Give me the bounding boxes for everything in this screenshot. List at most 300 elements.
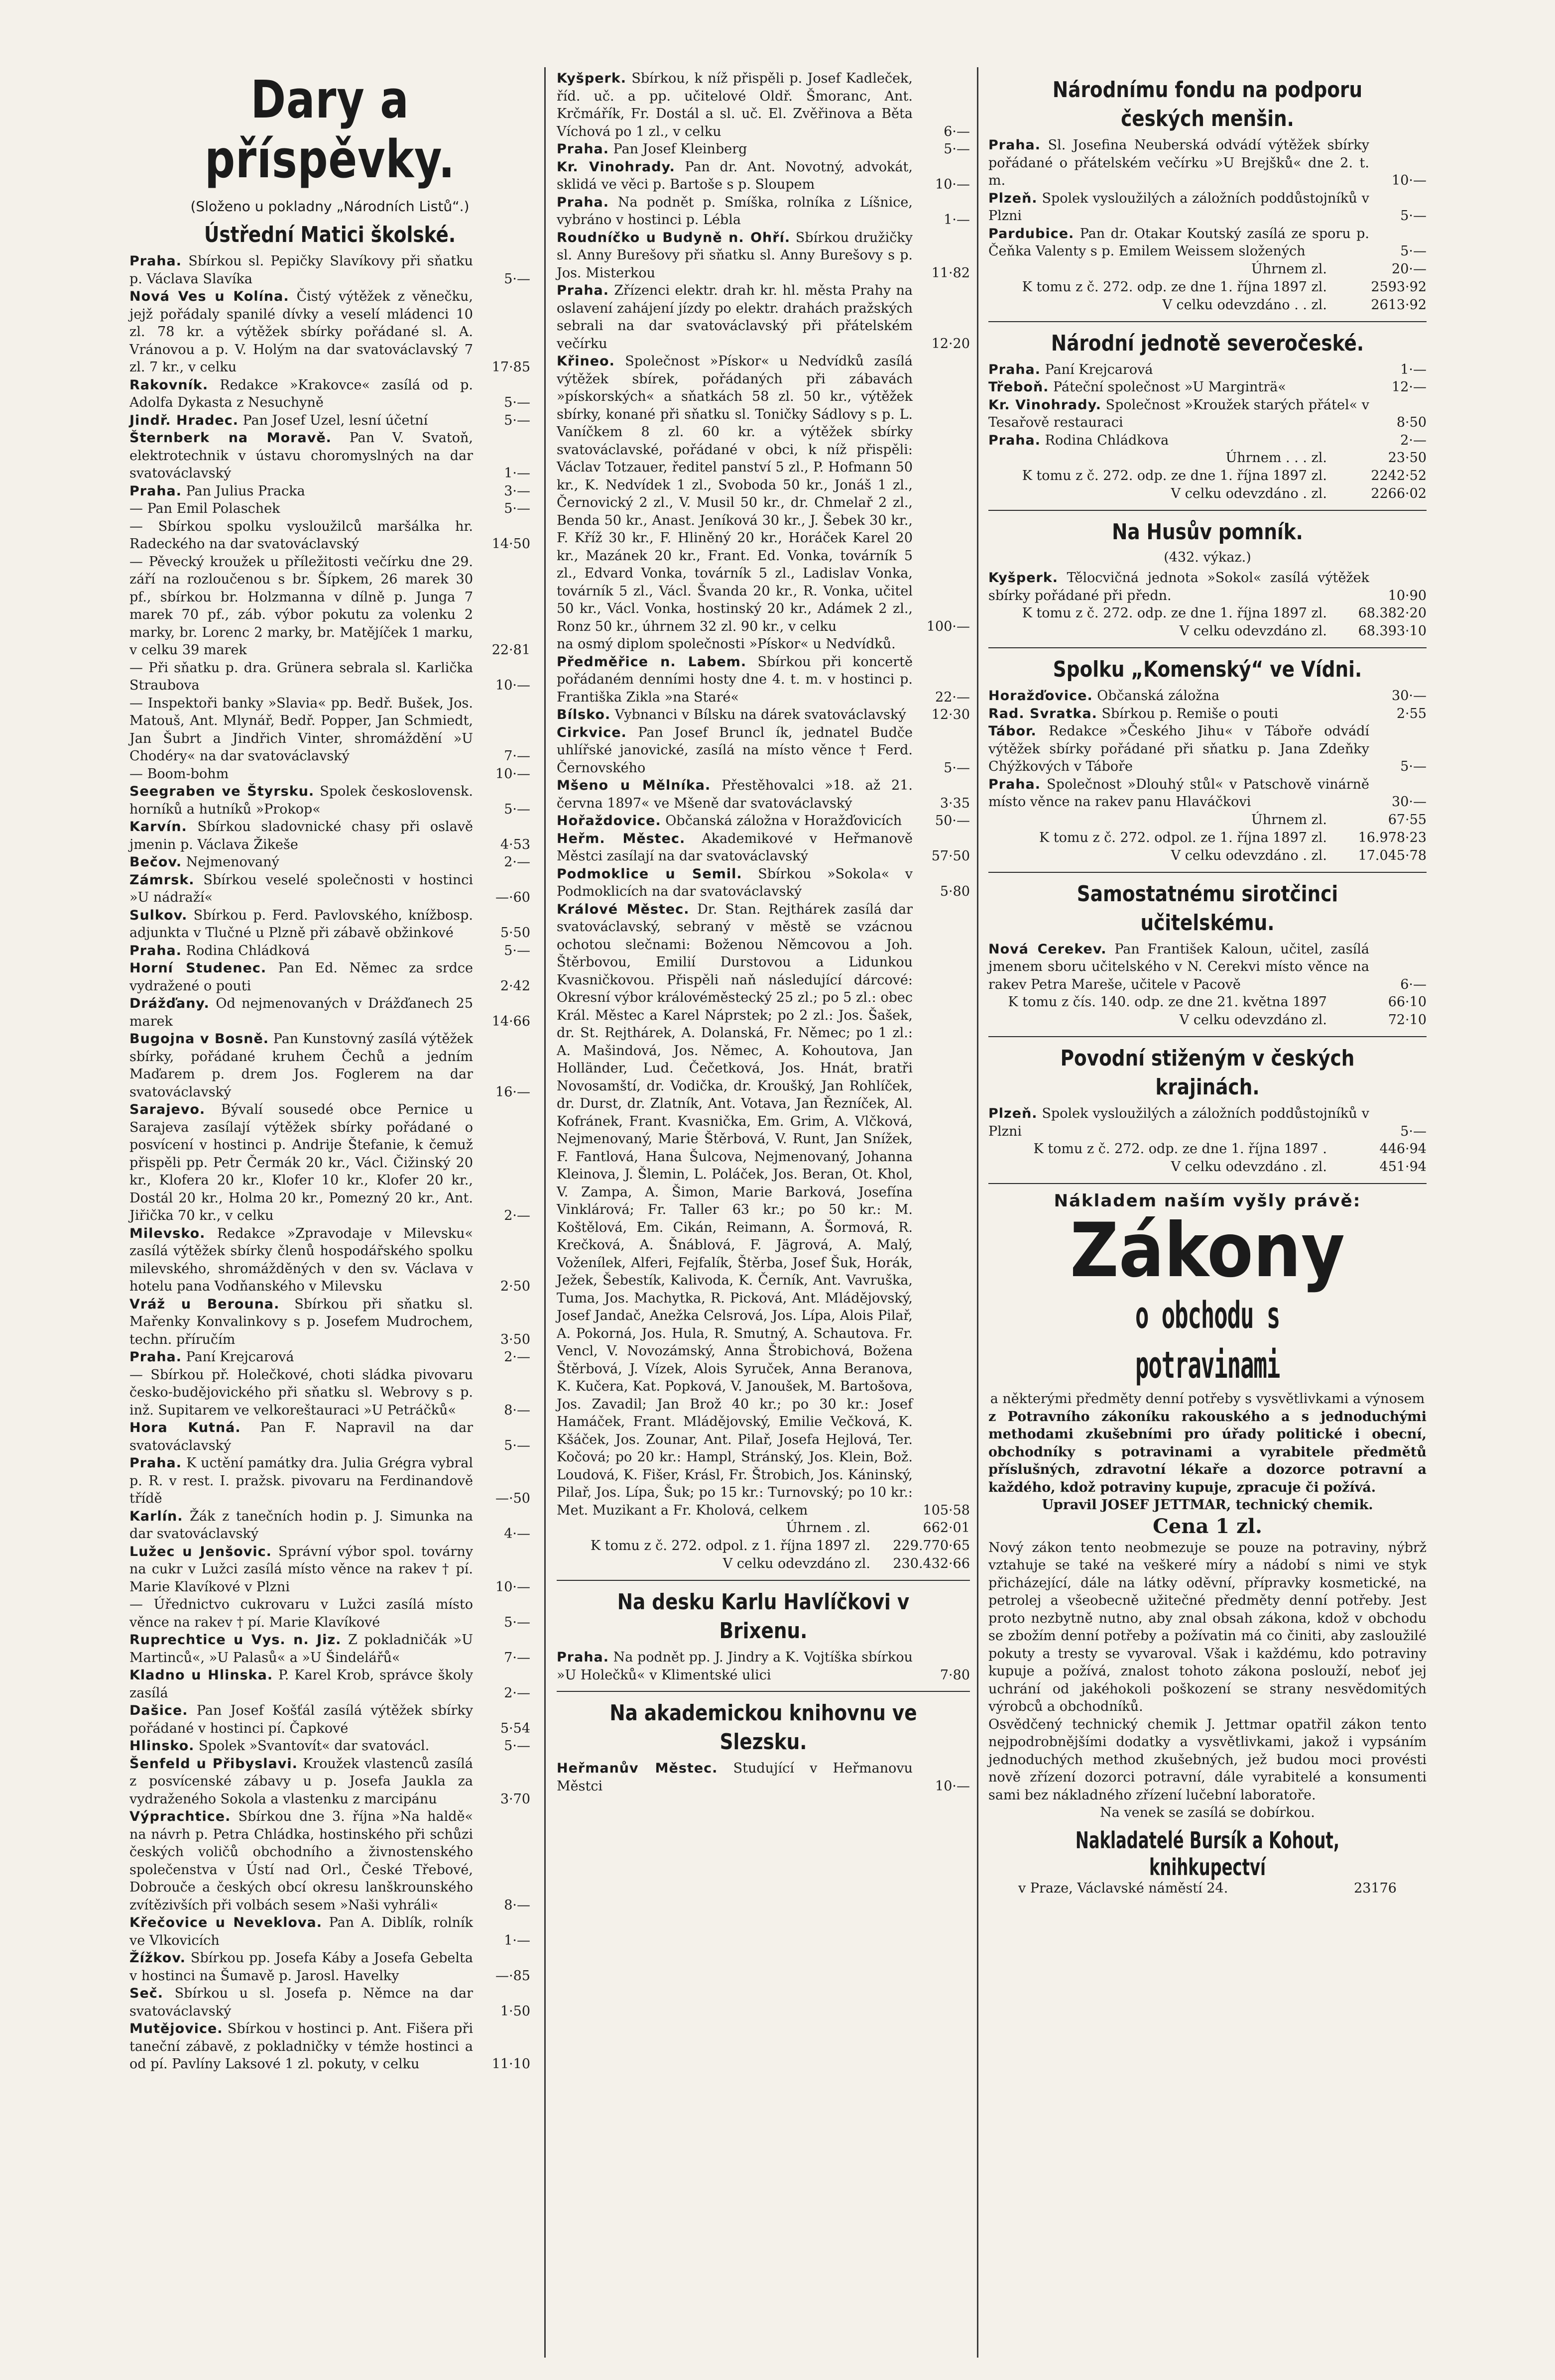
donation-entry	[557, 777, 970, 812]
sum-line	[988, 993, 1427, 1011]
entry-text: Zřízenci elektr. drah kr. hl. města Prahy na oslavení zahájení jízdy po elektr. drahách pražských sebrali na dar svatováclavský při přátelském večírku	[557, 283, 913, 352]
sum-value: 230.432·66	[893, 1556, 970, 1571]
entry-place: Praha.	[988, 432, 1041, 448]
sum-value: 2242·52	[1371, 468, 1427, 483]
sum-label: V celku odevzdáno . zl.	[1171, 486, 1327, 501]
section-separator	[988, 872, 1427, 873]
entry-text: Sbírkou při koncertě pořádaném denními hosty dne 4. t. m. v hostinci p. Františka Zikla »na Staré«	[557, 654, 913, 705]
entry-text: Sbírkou sladovnické chasy při oslavě jmenin p. Václava Žikeše	[129, 819, 473, 852]
entry-place: Kyšperk.	[557, 71, 627, 86]
entry-place: Praha.	[988, 776, 1041, 792]
entry-amount: 2·—	[504, 1685, 530, 1701]
entry-place: Plzeň.	[988, 190, 1038, 206]
entry-text: Sbírkou p. Ferd. Pavlovského, knížbosp. adjunkta v Tlučné u Plzně při zábavě obžinkové	[129, 907, 473, 941]
entry-amount: 5·—	[1400, 759, 1427, 774]
entry-amount: 105·58	[923, 1502, 970, 1518]
sum-value: 16.978·23	[1358, 830, 1427, 845]
entry-text: — Boom-bohm	[129, 766, 229, 782]
entry-place: Mutějovice.	[129, 2021, 223, 2036]
sum-line	[557, 1555, 970, 1573]
entry-place: Kr. Vinohrady.	[557, 159, 675, 175]
donation-entry	[129, 1631, 530, 1666]
entry-text: Spolek vysloužilých a záložních poddůstojníků v Plzni	[988, 1106, 1369, 1139]
entry-amount: 10·—	[495, 1579, 530, 1595]
donation-entry	[129, 500, 530, 518]
sum-label: V celku odevzdáno zl.	[1179, 1012, 1327, 1028]
entry-place: Vráž u Berouna.	[129, 1296, 280, 1312]
donation-entry	[988, 722, 1427, 776]
entry-text: Sbírkou v hostinci p. Ant. Fišera při taneční zábavě, z pokladničky v témže hostinci a od pí. Pavlíny Laksové 1 zl. pokuty, v celku	[129, 2021, 473, 2072]
sum-line	[988, 847, 1427, 865]
entry-text: Z pokladničák »U Martinců«, »U Palasů« a »U Šindelářů«	[129, 1632, 473, 1666]
donation-entry	[129, 942, 530, 960]
entry-place: Zámrsk.	[129, 872, 195, 888]
entry-place: Jindř. Hradec.	[129, 412, 239, 428]
donation-entry	[988, 136, 1427, 190]
entry-amount: 3·50	[500, 1331, 530, 1347]
entry-text: Občanská záložna v Horažďovicích	[665, 813, 902, 829]
entry-text: Společnost »Kroužek starých přátel« v Tesařově restauraci	[988, 397, 1369, 430]
donation-entry	[129, 1808, 530, 1914]
donation-entry	[129, 1454, 530, 1508]
donation-entry	[129, 1543, 530, 1596]
entry-place: Praha.	[557, 194, 609, 210]
donation-entry	[129, 1666, 530, 1702]
sum-label: Úhrnem zl.	[1251, 261, 1327, 277]
entry-amount: 5·—	[1400, 243, 1427, 259]
donation-entry	[557, 706, 970, 724]
entry-text: Sbírkou p. Remiše o pouti	[1101, 706, 1279, 721]
sum-line	[988, 467, 1427, 485]
section-heading: Povodní stiženým v českých krajinách.	[1060, 1046, 1355, 1100]
entry-place: Výprachtice.	[129, 1809, 231, 1824]
entry-amount: 5·—	[504, 412, 530, 428]
entry-text: Společnost »Dlouhý stůl« v Patschově vinárně místo věnce na rakev panu Hlaváčkovi	[988, 776, 1369, 810]
entry-place: Šenfeld u Přibyslavi.	[129, 1756, 298, 1772]
donation-entry	[129, 376, 530, 412]
entry-text: na osmý diplom společnosti »Pískor« u Nedvídků.	[557, 636, 896, 652]
entry-amount: 14·66	[491, 1013, 530, 1029]
donation-entry	[988, 225, 1427, 260]
donation-entry	[129, 482, 530, 500]
entry-amount: 8·50	[1396, 415, 1427, 430]
donation-entry	[129, 1225, 530, 1296]
entry-text: Pan Josef Košťál zasílá výtěžek sbírky pořádané v hostinci pí. Čapkové	[129, 1703, 473, 1736]
entry-place: Heřm. Městec.	[557, 831, 686, 846]
entry-text: — Sbírkou spolku vysloužilců maršálka hr. Radeckého na dar svatováclavský	[129, 518, 473, 552]
ad-address-row	[988, 1881, 1427, 1896]
entry-place: Praha.	[129, 483, 182, 499]
donation-entry	[129, 783, 530, 818]
entry-text: Sbírkou u sl. Josefa p. Němce na dar svatováclavský	[129, 1986, 473, 2019]
entry-place: Křineo.	[557, 354, 615, 369]
entry-amount: 5·—	[504, 501, 530, 516]
entry-amount: 12·20	[931, 336, 970, 352]
section-heading: Národnímu fondu na podporu českých menšin.	[1052, 77, 1363, 131]
sum-line	[988, 278, 1427, 296]
entry-amount: 10·—	[495, 766, 530, 782]
donation-entry	[557, 1760, 970, 1795]
entry-place: Hořaždovice.	[557, 813, 661, 829]
entry-text: Pan F. Napravil na dar svatováclavský	[129, 1420, 473, 1453]
entry-place: Karlín.	[129, 1508, 183, 1524]
donation-entry	[988, 361, 1427, 379]
donation-entry	[129, 288, 530, 376]
donation-entry	[988, 1105, 1427, 1140]
donation-entry	[557, 70, 970, 140]
entry-place: Karvín.	[129, 819, 187, 834]
entry-place: Lužec u Jenšovic.	[129, 1544, 272, 1559]
sum-label: V celku odevzdáno . zl.	[1171, 847, 1327, 863]
ad-title-zakony: Zákony	[1070, 1207, 1345, 1294]
donation-entry	[129, 1949, 530, 1985]
entry-text: Spolek »Svantovít« dar svatovácl.	[199, 1738, 430, 1754]
entry-place: Hlinsko.	[129, 1738, 195, 1754]
entry-text: Rodina Chládkova	[1045, 432, 1169, 448]
entry-text: Sbírkou družičky sl. Anny Burešovy při sňatku sl. Anny Burešovy s p. Jos. Misterkou	[557, 230, 913, 281]
ad-body: Nový zákon tento neobmezuje se pouze na potraviny, nýbrž vztahuje se také na veškeré míry a nádobí s nimi ve styk přicházející, dále na látky oděvní, přípravky kosmetické, na petrolej a všeobecně užitečné předměty denní potřeby. Jest proto nezbytně nutno, aby znal obsah zákona, kdož v obchodu se zbožím denní potřeby a požívatin má co činiti, aby zasloužilé pokuty a tresty se vyvaroval. Však i každému, kdo potraviny kupuje a požívá, znalost tohoto zákona poslouží, neboť jej uchrání od jakéhokoli poškození se strany nesvědomitých výrobců a obchodníků.	[988, 1540, 1427, 1714]
entry-amount: 3·—	[504, 483, 530, 499]
donation-entry	[988, 941, 1427, 994]
sum-line	[988, 604, 1427, 622]
entry-place: Křečovice u Neveklova.	[129, 1915, 323, 1930]
entry-amount: 3·35	[940, 795, 970, 811]
ad-separator	[988, 1183, 1427, 1184]
sum-line	[988, 260, 1427, 278]
entry-place: Drážďany.	[129, 996, 210, 1011]
entry-amount: 50·—	[935, 813, 970, 829]
entry-amount: 16·—	[495, 1084, 530, 1100]
donation-entry	[129, 1737, 530, 1755]
section-heading: Spolku „Komenský“ ve Vídni.	[1053, 657, 1362, 682]
sum-line	[557, 1519, 970, 1537]
entry-amount: 57·50	[931, 848, 970, 864]
entry-text: Bývalí sousedé obce Pernice u Sarajeva zasílají výtěžek sbírky pořádané o posvícení v hostinci p. Andrije Štefanie, k čemuž přispěli pp. Petr Čermák 20 kr., Václ. Čižinský 20 kr., Klofera 20 kr., Klofer 10 kr., Klofer 20 kr., Dostál 20 kr., Holma 20 kr., Pomezný 20 kr., Ant. Jiřička 70 kr., v celku	[129, 1102, 473, 1223]
donation-entry	[129, 995, 530, 1030]
sum-value: 72·10	[1388, 1012, 1427, 1028]
sum-line	[988, 829, 1427, 847]
entry-place: Praha.	[988, 137, 1041, 153]
sum-line	[988, 1011, 1427, 1029]
sum-line	[988, 449, 1427, 467]
entry-text: — Pěvecký kroužek u příležitosti večírku dne 29. září na rozloučenou s br. Šípkem, 26 marek 30 pf., sbírkou br. Holzmanna v dílně p. Junga 7 marek 70 pf., záb. výbor pokutu za volenku 2 marky, br. Lorenc 2 marky, br. Matějíček 1 marku, v celku 39 marek	[129, 554, 473, 658]
entry-text: Sbírkou veselé společnosti v hostinci »U nádraží«	[129, 872, 473, 905]
entry-text: Od nejmenovaných v Drážďanech 25 marek	[129, 996, 473, 1029]
entry-place: Milevsko.	[129, 1225, 206, 1241]
donation-entry	[557, 865, 970, 901]
donation-entry	[129, 1030, 530, 1101]
entry-place: Ruprechtice u Vys. n. Jiz.	[129, 1632, 342, 1648]
entry-place: Seegraben ve Štyrsku.	[129, 784, 315, 799]
entry-place: Bílsko.	[557, 707, 611, 722]
donation-entry	[129, 1101, 530, 1225]
entry-text: Paní Krejcarová	[1045, 361, 1153, 377]
section-heading: Ústřední Matici školské.	[204, 222, 456, 247]
donation-entry	[129, 1348, 530, 1366]
entry-text: Redakce »Českého Jihu« v Táboře odvádí výtěžek sbírky pořádané při sňatku p. Jana Zdeňky Chýžkových v Táboře	[988, 723, 1370, 774]
section-heading: Na Husův pomník.	[1112, 519, 1303, 545]
entry-amount: 2·50	[500, 1279, 530, 1294]
sum-value: 67·55	[1388, 812, 1427, 828]
section-separator	[557, 1580, 970, 1581]
entry-amount: 10·—	[1392, 173, 1427, 188]
entry-amount: 22·81	[491, 642, 530, 658]
donation-entry	[988, 378, 1427, 396]
donation-entry	[557, 635, 970, 653]
entry-text: Pan dr. Ant. Novotný, advokát, sklidá ve věci p. Bartoše s p. Sloupem	[557, 159, 913, 192]
entry-amount: 6·—	[944, 123, 970, 139]
entry-text: Společnost »Pískor« u Nedvídků zasílá výtěžek sbírek, pořádaných při zábavách »pískorských« a sňatkách 58 zl. 50 kr., výtěžek sbírky, konané při sňatku sl. Toničky Sádlovy s p. L. Vaníčkem 8 zl. 60 kr. a výtěžek sbírky svatováclavské, pořádané v obci, k níž přispěli: Václav Totzauer, ředitel panství 5 zl., P. Hofmann 50 kr., K. Nedvídek 1 zl., Svoboda 50 kr., Jonáš 1 zl., Černovický 2 zl., V. Musil 50 kr., dr. Chmelař 2 zl., Benda 50 kr., Anast. Jeníková 30 kr., J. Šebek 30 kr., F. Kříž 30 kr., F. Hliněný 20 kr., Horáček Karel 20 kr., Mazánek 20 kr., Frant. Ed. Vonka, továrník 5 zl., Edvard Vonka, továrník 5 zl., Ladislav Vonka, továrník 5 zl., Václ. Švanda 20 kr., R. Vonka, učitel 50 kr., Václ. Vonka, hostinský 20 kr., Adámek 2 zl., Ronz 50 kr., úhrnem 32 zl. 90 kr., v celku	[557, 354, 913, 634]
donation-entry	[129, 1419, 530, 1454]
entry-text: Sbírkou při sňatku sl. Mařenky Konvalinkovy s p. Josefem Mudrochem, techn. příručím	[129, 1296, 473, 1347]
entry-amount: 12·30	[931, 707, 970, 722]
entry-amount: 1·—	[1400, 361, 1427, 377]
entry-text: Sbírkou pp. Josefa Káby a Josefa Gebelta v hostinci na Šumavě p. Jarosl. Havelky	[129, 1950, 473, 1984]
section-separator	[988, 510, 1427, 511]
entry-amount: 2·—	[504, 1349, 530, 1365]
sum-label: V celku odevzdáno . zl.	[1171, 1159, 1327, 1175]
page-title: Dary a příspěvky.	[205, 69, 455, 190]
sum-line	[557, 1537, 970, 1555]
entry-text: Pan Josef Uzel, lesní účetní	[242, 412, 428, 428]
entry-amount: 8·—	[504, 1897, 530, 1913]
entry-amount: 1·—	[504, 466, 530, 481]
section-separator	[988, 647, 1427, 648]
entry-text: — Při sňatku p. dra. Grünera sebrala sl. Karlička Straubova	[129, 660, 473, 693]
entry-amount: —·85	[495, 1968, 530, 1984]
entry-text: Pan František Kaloun, učitel, zasílá jmenem sboru učitelského v N. Cerekvi místo věnce na rakev Petra Mareše, učitele v Pacově	[988, 941, 1369, 992]
donation-entry	[557, 140, 970, 158]
sum-value: 17.045·78	[1358, 847, 1427, 863]
entry-place: Horní Studenec.	[129, 960, 267, 976]
donation-entry	[988, 776, 1427, 811]
entry-amount: 5·50	[500, 925, 530, 941]
donation-entry	[557, 158, 970, 194]
entry-amount: 5·80	[940, 884, 970, 899]
entry-amount: 22·—	[935, 689, 970, 705]
entry-text: Redakce »Zpravodaje v Milevsku« zasílá výtěžek sbírky členů hospodářského spolku milevského, shromážděných v den sv. Václava v hotelu pana Vodňanského v Milevsku	[129, 1225, 473, 1294]
entry-text: Na podnět pp. J. Jindry a K. Vojtíška sbírkou »U Holečků« v Klimentské ulici	[557, 1650, 913, 1683]
entry-place: Heřmanův Městec.	[557, 1761, 718, 1776]
donation-entry	[129, 1508, 530, 1543]
sum-label: K tomu z č. 272. odp. ze dne 1. října 1897 .	[1033, 1141, 1327, 1157]
ad-description: z Potravního zákoníku rakouského a s jednoduchými methodami zkušebními pro úřady politické i obecní, obchodníky s potravinami a vyrabitele předmětů příslušných, zdravotní lékaře a dozorce potravní a každého, kdož potraviny kupuje, zpracuje či požívá.	[988, 1409, 1427, 1495]
column-2	[557, 70, 970, 1795]
entry-amount: 5·—	[944, 141, 970, 157]
sum-value: 229.770·65	[893, 1538, 970, 1553]
sum-label: K tomu z čís. 140. odp. ze dne 21. května 1897	[1008, 994, 1327, 1010]
sum-value: 662·01	[923, 1520, 970, 1536]
ad-subtitle: a některými předměty denní potřeby s vysvětlivkami a výnosem	[990, 1391, 1425, 1407]
donation-entry	[129, 553, 530, 659]
donation-entry	[557, 830, 970, 865]
entry-place: Tábor.	[988, 723, 1037, 739]
entry-amount: 1·50	[500, 2003, 530, 2019]
donation-entry	[557, 282, 970, 353]
entry-text: — Inspektoři banky »Slavia« pp. Bedř. Bušek, Jos. Matouš, Ant. Mlynář, Bedř. Popper, Jan Schmiedt, Jan Šubrt a Jindřich Vinter, shromáždění »U Chodéry« na dar svatováclavský	[129, 695, 473, 764]
entry-place: Plzeň.	[988, 1106, 1038, 1121]
donation-entry	[129, 1366, 530, 1420]
entry-amount: 7·80	[940, 1667, 970, 1683]
entry-place: Praha.	[557, 283, 609, 298]
donation-entry	[557, 229, 970, 282]
entry-place: Nová Ves u Kolína.	[129, 289, 289, 304]
section-heading: Samostatnému sirotčinci učitelskému.	[1077, 881, 1338, 936]
donation-entry	[557, 653, 970, 707]
entry-place: Praha.	[557, 1650, 609, 1665]
entry-amount: 4·—	[504, 1526, 530, 1542]
entry-place: Pardubice.	[988, 226, 1075, 241]
ad-publisher: Nakladatelé Bursík a Kohout, knihkupectví	[1075, 1826, 1340, 1881]
entry-place: Cirkvice.	[557, 724, 627, 740]
entry-text: Sbírkou sl. Pepičky Slavíkovy při sňatku p. Václava Slavíka	[129, 253, 473, 287]
donation-entry	[129, 1596, 530, 1631]
entry-place: Hora Kutná.	[129, 1420, 241, 1435]
donation-entry	[557, 353, 970, 635]
entry-place: Praha.	[129, 1349, 182, 1365]
sum-line	[988, 485, 1427, 503]
entry-place: Seč.	[129, 1986, 164, 2001]
sum-label: Úhrnem . . . zl.	[1225, 450, 1327, 466]
entry-amount: 5·—	[504, 1738, 530, 1754]
entry-amount: 12·—	[1392, 379, 1427, 395]
sum-label: K tomu z č. 272. odp. ze dne 1. října 1897 zl.	[1022, 279, 1327, 295]
entry-amount: 14·50	[491, 536, 530, 552]
sum-value: 23·50	[1388, 450, 1427, 466]
ad-shipping: Na venek se zasílá se dobírkou.	[1100, 1805, 1315, 1820]
entry-text: Sl. Josefina Neuberská odvádí výtěžek sbírky pořádané o přátelském večírku »U Brejšků« dne 2. t. m.	[988, 137, 1369, 188]
entry-text: Správní výbor spol. továrny na cukr v Lužci zasílá místo věnce na rakev † pí. Marie Klavíkové v Plzni	[129, 1544, 473, 1595]
section-heading: Na desku Karlu Havlíčkovi v Brixenu.	[617, 1589, 910, 1644]
entry-amount: 8·—	[504, 1402, 530, 1418]
entry-text: Na podnět p. Smíška, rolníka z Líšnice, vybráno v hostinci p. Lébla	[557, 194, 913, 228]
entry-amount: 3·70	[500, 1791, 530, 1807]
entry-place: Praha.	[988, 361, 1041, 377]
entry-place: Kyšperk.	[988, 570, 1059, 586]
entry-text: Pan A. Diblík, rolník ve Vlkovicích	[129, 1915, 473, 1948]
donation-entry	[129, 907, 530, 942]
ad-title-obchod: o obchodu s potravinami	[1135, 1294, 1280, 1387]
entry-place: Bugojna v Bosně.	[129, 1031, 269, 1047]
entry-amount: 7·—	[504, 748, 530, 764]
entry-place: Sulkov.	[129, 907, 188, 923]
entry-amount: 5·54	[500, 1720, 530, 1736]
section-heading: Na akademickou knihovnu ve Slezsku.	[609, 1700, 917, 1755]
entry-place: Žížkov.	[129, 1950, 186, 1966]
column-rule	[544, 67, 546, 2358]
sum-label: V celku odevzdáno . . zl.	[1162, 297, 1327, 313]
donation-entry	[988, 396, 1427, 432]
entry-amount: 1·—	[504, 1932, 530, 1948]
donation-entry	[129, 412, 530, 430]
sum-label: K tomu z č. 272. odpol. z 1. října 1897 zl.	[591, 1538, 870, 1553]
sum-label: V celku odevzdáno zl.	[1179, 623, 1327, 639]
donation-entry	[129, 818, 530, 853]
entry-text: Pan Josef Kleinberg	[613, 141, 747, 157]
entry-text: K uctění památky dra. Julia Grégra vybral p. R. v rest. I. pražsk. pivovaru na Ferdinandově třídě	[129, 1455, 473, 1506]
sum-value: 2266·02	[1371, 486, 1427, 501]
entry-text: Občanská záložna	[1097, 688, 1220, 704]
sum-label: Úhrnem . zl.	[786, 1520, 870, 1536]
entry-amount: —·60	[495, 890, 530, 905]
entry-text: Vybnanci v Bílsku na dárek svatováclavský	[614, 707, 906, 722]
entry-place: Praha.	[129, 1455, 182, 1471]
entry-text: Pan Kunstovný zasílá výtěžek sbírky, pořádané kruhem Čechů a jedním Maďarem p. drem Jos. Foglerem na dar svatováclavský	[129, 1031, 473, 1100]
entry-place: Rad. Svratka.	[988, 706, 1097, 721]
entry-amount: 10·—	[935, 177, 970, 192]
sum-line	[988, 1158, 1427, 1176]
entry-text: Sbírkou »Sokola« v Podmoklicích na dar svatováclavský	[557, 866, 913, 899]
entry-place: Králové Městec.	[557, 901, 690, 917]
entry-place: Nová Cerekev.	[988, 941, 1107, 957]
entry-amount: 5·—	[944, 760, 970, 776]
entry-text: Spolek vysloužilých a záložních poddůstojníků v Plzni	[988, 190, 1369, 224]
entry-amount: 17·85	[491, 359, 530, 375]
entry-text: Akademikové v Heřmanově Městci zasílají na dar svatováclavský	[557, 831, 913, 864]
donation-entry	[557, 1649, 970, 1684]
entry-amount: 5·—	[504, 943, 530, 958]
entry-amount: 10·—	[495, 678, 530, 693]
donation-entry	[129, 518, 530, 553]
entry-text: — Úřednictvo cukrovaru v Lužci zasílá místo věnce na rakev † pí. Marie Klavíkové	[129, 1597, 473, 1630]
entry-amount: 2·—	[1400, 432, 1427, 448]
entry-amount: 5·—	[1400, 1123, 1427, 1139]
entry-amount: 2·55	[1396, 706, 1427, 721]
ad-header: Nákladem naším vyšly právě:	[1054, 1191, 1361, 1211]
entry-text: Tělocvičná jednota »Sokol« zasílá výtěžek sbírky pořádané při předn.	[988, 570, 1369, 603]
entry-text: Redakce »Krakovce« zasílá od p. Adolfa Dykasta z Nesuchyně	[129, 377, 473, 410]
entry-text: Rodina Chládková	[186, 943, 310, 958]
donation-entry	[129, 1985, 530, 2020]
sum-label: K tomu z č. 272. odp. ze dne 1. října 1897 zl.	[1022, 468, 1327, 483]
entry-place: Horažďovice.	[988, 688, 1093, 704]
ad-editor: Upravil JOSEF JETTMAR, technický chemik.	[1042, 1497, 1373, 1513]
donation-entry	[129, 695, 530, 765]
entry-place: Podmoklice u Semil.	[557, 866, 742, 882]
entry-amount: 5·—	[504, 271, 530, 287]
entry-amount: 5·—	[504, 801, 530, 817]
entry-text: Paní Krejcarová	[186, 1349, 294, 1365]
entry-place: Praha.	[129, 943, 182, 958]
section-separator	[557, 1691, 970, 1692]
entry-place: Praha.	[129, 253, 182, 269]
entry-amount: 30·—	[1392, 794, 1427, 810]
sum-value: 451·94	[1379, 1159, 1427, 1175]
sum-label: Úhrnem zl.	[1251, 812, 1327, 828]
entry-text: Pan V. Svatoň, elektrotechnik v ústavu choromyslných na dar svatováclavský	[129, 430, 473, 481]
section-separator	[988, 321, 1427, 322]
entry-place: Třeboň.	[988, 379, 1049, 395]
entry-text: Přestěhovalci »18. až 21. června 1897« ve Mšeně dar svatováclavský	[557, 778, 913, 811]
donation-entry	[129, 252, 530, 288]
donation-entry	[988, 569, 1427, 604]
sum-value: 2593·92	[1371, 279, 1427, 295]
entry-amount: 2·42	[500, 978, 530, 994]
entry-amount: 11·82	[931, 265, 970, 281]
donation-entry	[129, 1755, 530, 1808]
donation-entry	[129, 1702, 530, 1737]
donation-entry	[988, 190, 1427, 225]
entry-place: Mšeno u Mělníka.	[557, 778, 711, 793]
section-separator	[988, 1036, 1427, 1037]
entry-text: Žák z tanečních hodin p. J. Simunka na dar svatováclavský	[129, 1508, 473, 1542]
column-3	[988, 70, 1427, 1896]
donation-entry	[557, 901, 970, 1520]
entry-text: Sbírkou dne 3. října »Na haldě« na návrh p. Petra Chládka, hostinského při schůzi českých voličů obchodního a živnostenského společenstva v Ústí nad Orl., České Třebové, Dobrouče a českých obcí okresu lanškrounského zvítězivších při volbách sesem »Naši vyhráli«	[129, 1809, 473, 1913]
donation-entry	[129, 2020, 530, 2073]
entry-amount: 5·—	[1400, 208, 1427, 224]
entry-text: — Pan Emil Polaschek	[129, 501, 280, 516]
